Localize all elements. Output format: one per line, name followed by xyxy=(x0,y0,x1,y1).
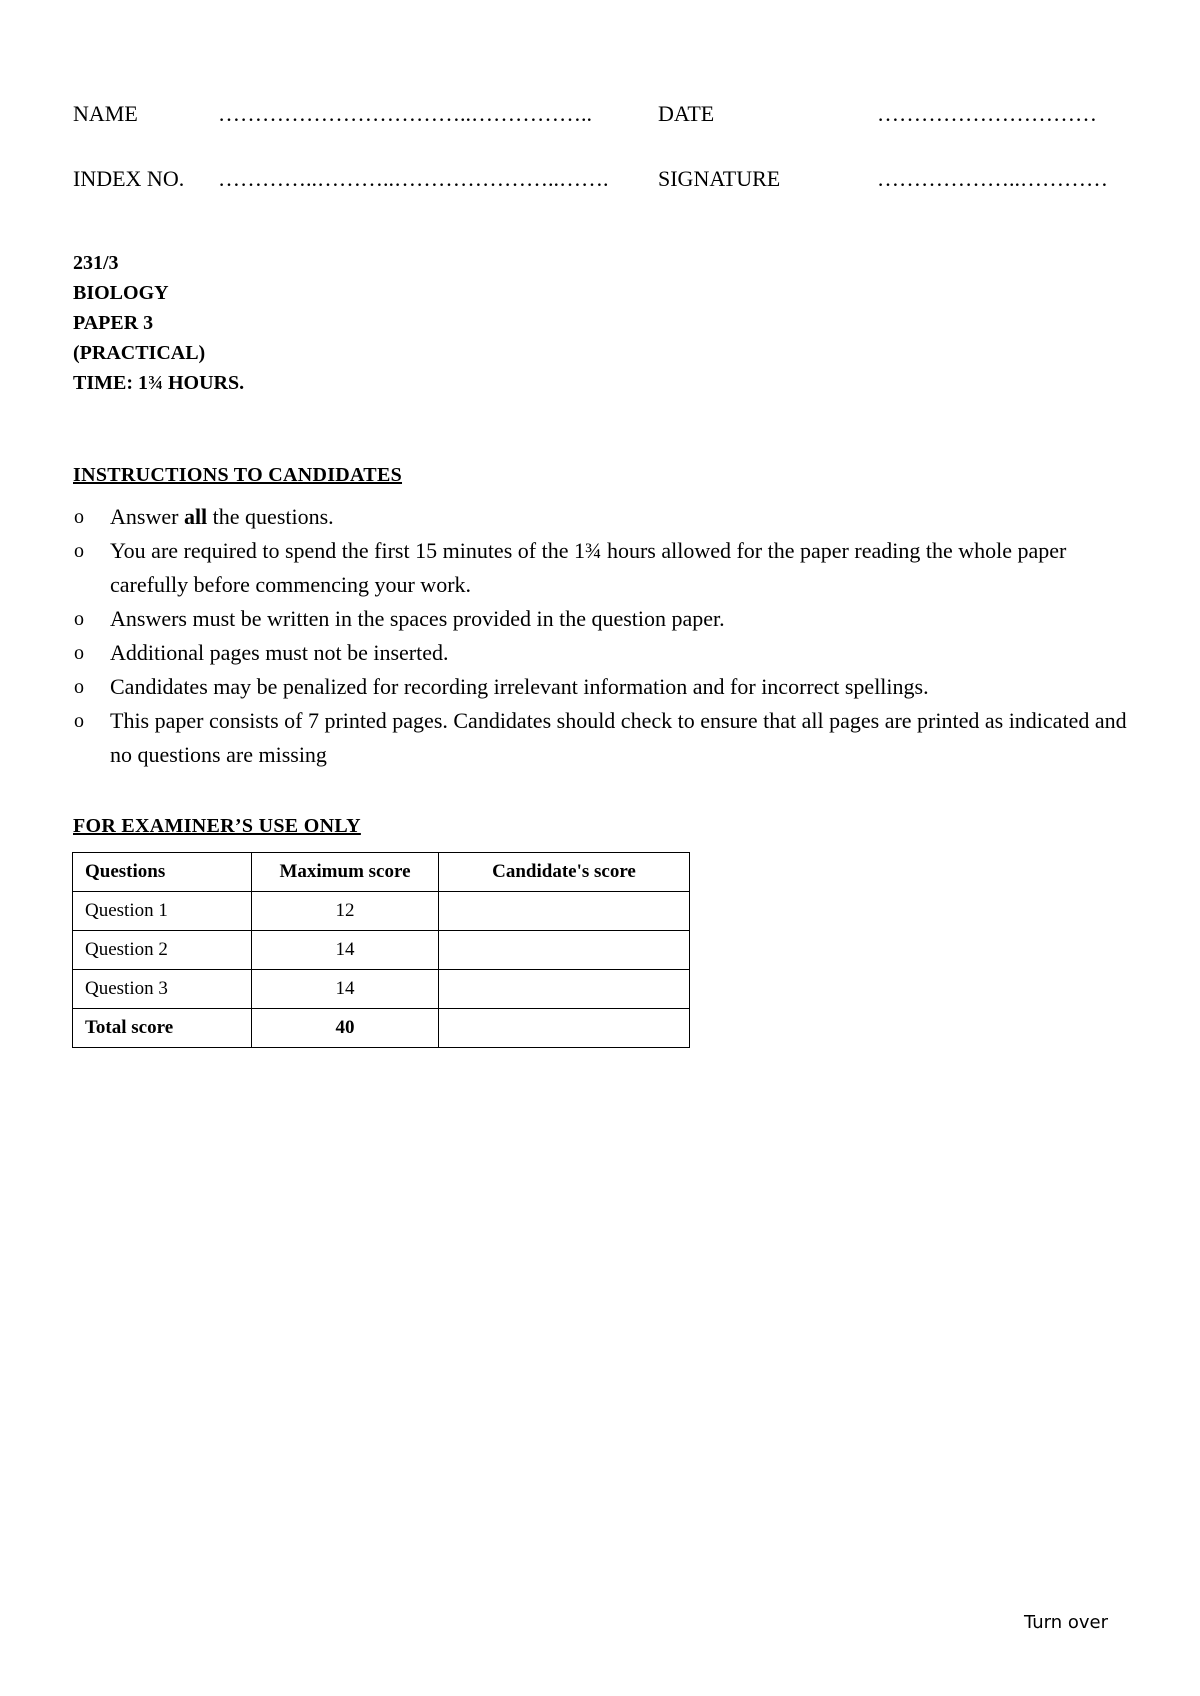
bullet-icon: o xyxy=(74,710,84,732)
index-number-field[interactable]: …………..………..…………………..……. xyxy=(218,166,609,191)
table-row xyxy=(73,892,690,931)
column-header-candidate-score: Candidate's score xyxy=(439,853,690,892)
table-header-row xyxy=(73,853,690,892)
instruction-item: o You are required to spend the first 15 minutes of the 1¾ hours allowed for the paper reading the whole paper carefully before commencing your work. xyxy=(73,534,1133,602)
table-row xyxy=(73,970,690,1009)
date-field[interactable]: ………………………… xyxy=(877,101,1097,126)
max-score-cell: 14 xyxy=(252,970,439,1009)
instruction-item: o Answer all the questions. xyxy=(73,500,1133,534)
emphasis-all: all xyxy=(183,504,208,529)
paper-type: (PRACTICAL) xyxy=(73,342,206,364)
instructions-heading: INSTRUCTIONS TO CANDIDATES xyxy=(73,464,403,486)
name-field[interactable]: ……………………………..…………….. xyxy=(218,101,592,126)
question-cell: Question 3 xyxy=(73,970,252,1009)
total-label-cell: Total score xyxy=(73,1009,252,1048)
instruction-item: o Answers must be written in the spaces provided in the question paper. xyxy=(73,602,1133,636)
paper-number: PAPER 3 xyxy=(73,312,154,334)
candidate-score-cell[interactable] xyxy=(439,970,690,1009)
instructions-list xyxy=(73,500,1133,772)
bullet-icon: o xyxy=(74,506,84,528)
signature-field[interactable]: ………………..………… xyxy=(877,166,1108,191)
examiner-heading: FOR EXAMINER’S USE ONLY xyxy=(73,815,361,837)
total-candidate-cell[interactable] xyxy=(439,1009,690,1048)
column-header-questions: Questions xyxy=(73,853,252,892)
instruction-item: o Candidates may be penalized for recording irrelevant information and for incorrect spellings. xyxy=(73,670,1133,704)
paper-code: 231/3 xyxy=(73,252,119,274)
index-number-label: INDEX NO. xyxy=(73,166,185,191)
signature-label: SIGNATURE xyxy=(658,166,781,191)
bullet-icon: o xyxy=(74,540,84,562)
candidate-score-cell[interactable] xyxy=(439,892,690,931)
column-header-maximum-score: Maximum score xyxy=(252,853,439,892)
bullet-icon: o xyxy=(74,608,84,630)
instruction-item: o This paper consists of 7 printed pages. Candidates should check to ensure that all pages are printed as indicated and no questions are missing xyxy=(73,704,1133,772)
max-score-cell: 12 xyxy=(252,892,439,931)
date-label: DATE xyxy=(658,101,715,126)
score-table xyxy=(72,852,690,1048)
question-cell: Question 1 xyxy=(73,892,252,931)
max-score-cell: 14 xyxy=(252,931,439,970)
table-row xyxy=(73,931,690,970)
instruction-item: o Additional pages must not be inserted. xyxy=(73,636,1133,670)
subject-title: BIOLOGY xyxy=(73,282,169,304)
time-allowed: TIME: 1¾ HOURS. xyxy=(73,372,245,394)
paper-details xyxy=(73,248,244,398)
turn-over-note: Turn over xyxy=(1024,1612,1109,1633)
question-cell: Question 2 xyxy=(73,931,252,970)
bullet-icon: o xyxy=(74,642,84,664)
bullet-icon: o xyxy=(74,676,84,698)
candidate-score-cell[interactable] xyxy=(439,931,690,970)
total-row xyxy=(73,1009,690,1048)
name-label: NAME xyxy=(73,101,138,126)
total-max-cell: 40 xyxy=(252,1009,439,1048)
